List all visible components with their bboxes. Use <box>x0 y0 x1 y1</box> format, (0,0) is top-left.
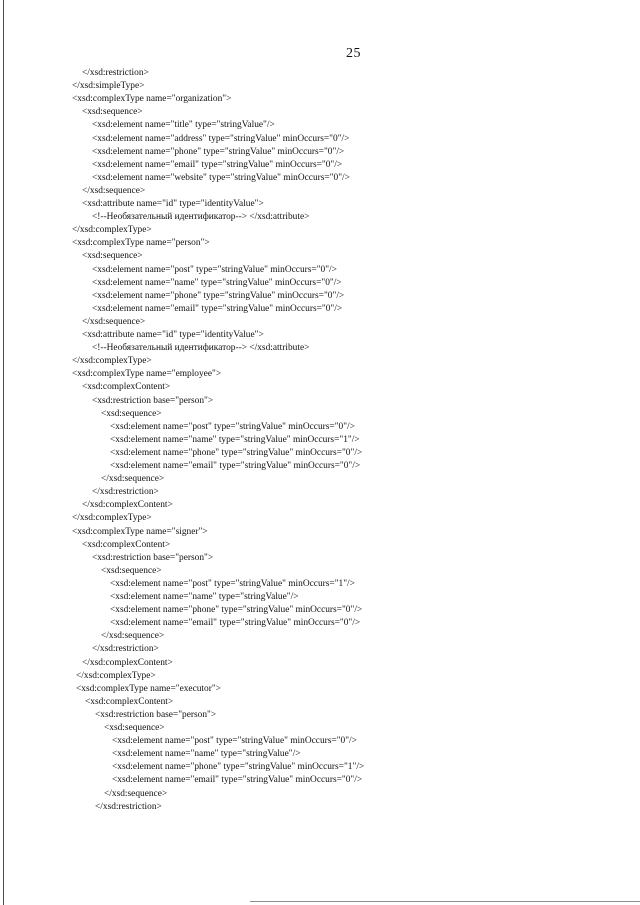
code-line: </xsd:complexType> <box>72 513 152 524</box>
code-line: <xsd:element name="phone" type="stringValue" minOccurs="1"/> <box>112 762 365 773</box>
code-line: <xsd:element name="post" type="stringValue" minOccurs="0"/> <box>92 264 337 275</box>
code-line: <xsd:restriction base="person"> <box>95 709 217 720</box>
code-line: </xsd:complexType> <box>72 225 152 236</box>
code-line: <xsd:attribute name="id" type="identityValue"> <box>82 199 264 209</box>
code-line: </xsd:complexType> <box>72 356 152 367</box>
code-line: <xsd:complexContent> <box>82 382 171 393</box>
code-line: </xsd:restriction> <box>92 644 159 655</box>
code-line: <xsd:restriction base="person"> <box>92 395 214 406</box>
code-line: <xsd:complexType name="executor"> <box>76 683 221 694</box>
code-line: <xsd:element name="email" type="stringValue" minOccurs="0"/> <box>112 775 363 786</box>
code-line: <xsd:restriction base="person"> <box>92 552 214 563</box>
code-line: <xsd:complexType name="organization"> <box>72 94 232 105</box>
scan-edge-left <box>3 0 4 905</box>
code-line: </xsd:sequence> <box>101 631 165 642</box>
code-line: </xsd:restriction> <box>82 68 149 78</box>
code-line: <xsd:element name="post" type="stringValue" minOccurs="0"/> <box>112 736 357 747</box>
code-line: <xsd:attribute name="id" type="identityValue"> <box>82 330 264 340</box>
code-line: <xsd:sequence> <box>101 408 162 419</box>
code-line: </xsd:restriction> <box>95 801 162 812</box>
code-line: <xsd:complexContent> <box>82 539 171 550</box>
code-line: <xsd:complexType name="signer"> <box>72 526 208 537</box>
code-line: <xsd:complexType name="employee"> <box>72 369 222 380</box>
code-line: <xsd:element name="name" type="stringValue" minOccurs="1"/> <box>110 434 360 445</box>
code-line: <xsd:element name="website" type="stringValue" minOccurs="0"/> <box>92 172 350 183</box>
code-line: <xsd:element name="phone" type="stringValue" minOccurs="0"/> <box>110 605 363 616</box>
code-line: <xsd:complexContent> <box>85 696 174 707</box>
code-line: </xsd:complexType> <box>76 670 156 681</box>
code-line: <xsd:sequence> <box>82 251 143 262</box>
code-line: </xsd:sequence> <box>82 316 146 327</box>
page-number: 25 <box>346 46 361 61</box>
code-line: <xsd:element name="name" type="stringValue" minOccurs="0"/> <box>92 277 342 288</box>
code-line: <xsd:element name="post" type="stringValue" minOccurs="1"/> <box>110 578 355 589</box>
code-line: <xsd:element name="phone" type="stringValue" minOccurs="0"/> <box>110 447 363 458</box>
code-line: </xsd:sequence> <box>82 185 146 196</box>
code-line: </xsd:complexContent> <box>82 657 173 668</box>
code-line: <xsd:element name="name" type="stringValue"/> <box>110 592 299 602</box>
code-line: <xsd:element name="email" type="stringValue" minOccurs="0"/> <box>110 618 361 629</box>
code-line: <xsd:element name="title" type="stringValue"/> <box>92 120 275 131</box>
code-line: <xsd:sequence> <box>82 107 143 118</box>
code-line: </xsd:restriction> <box>92 487 159 498</box>
code-line: <xsd:element name="name" type="stringValue"/> <box>112 749 301 760</box>
scan-edge-bottom <box>250 901 640 902</box>
code-line: <xsd:element name="email" type="stringValue" minOccurs="0"/> <box>92 303 343 314</box>
code-line: <!--Необязательный идентификатор--> </xsd:attribute> <box>92 212 310 223</box>
code-line: <xsd:element name="email" type="stringValue" minOccurs="0"/> <box>110 461 361 471</box>
code-line: <xsd:element name="phone" type="stringValue" minOccurs="0"/> <box>92 290 345 301</box>
code-line: <!--Необязательный идентификатор--> </xsd:attribute> <box>92 343 310 354</box>
code-line: <xsd:element name="address" type="stringValue" minOccurs="0"/> <box>92 133 350 144</box>
code-line: <xsd:element name="phone" type="stringValue" minOccurs="0"/> <box>92 146 345 157</box>
code-line: </xsd:simpleType> <box>72 81 145 92</box>
code-line: </xsd:complexContent> <box>82 500 173 511</box>
code-line: <xsd:element name="post" type="stringValue" minOccurs="0"/> <box>110 421 355 432</box>
code-line: <xsd:complexType name="person"> <box>72 238 210 249</box>
code-line: <xsd:element name="email" type="stringValue" minOccurs="0"/> <box>92 159 343 170</box>
code-line: <xsd:sequence> <box>104 723 165 733</box>
code-line: <xsd:sequence> <box>101 565 162 576</box>
code-line: </xsd:sequence> <box>101 474 165 485</box>
code-line: </xsd:sequence> <box>104 788 168 799</box>
